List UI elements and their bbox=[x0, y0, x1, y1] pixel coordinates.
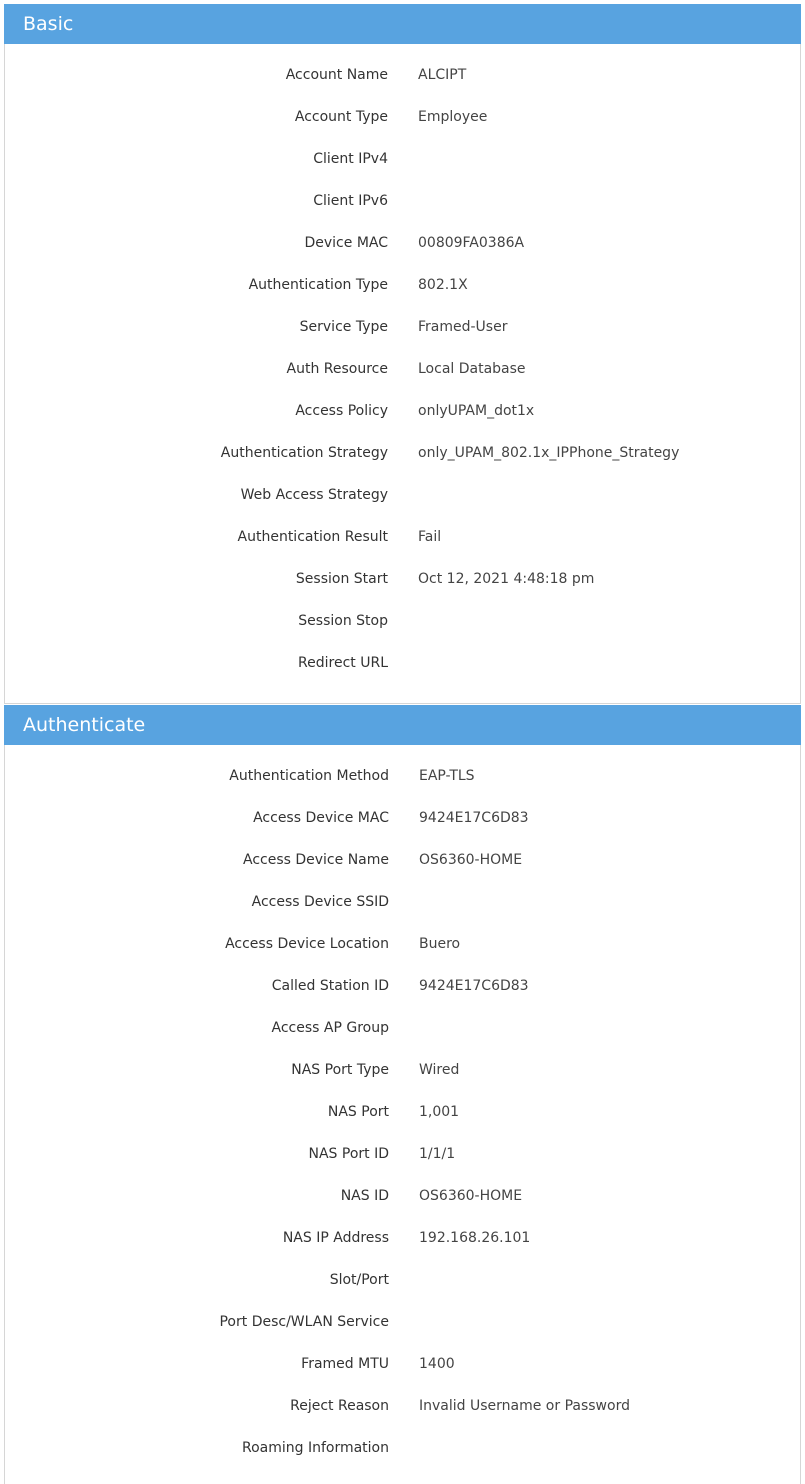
detail-label: Authentication Strategy bbox=[220, 445, 388, 461]
detail-value: only_UPAM_802.1x_IPPhone_Strategy bbox=[418, 445, 680, 461]
detail-label: Authentication Type bbox=[248, 277, 388, 293]
detail-label: Port Desc/WLAN Service bbox=[219, 1314, 389, 1330]
detail-value: Oct 12, 2021 4:48:18 pm bbox=[418, 571, 595, 587]
detail-label: Access Device Location bbox=[225, 936, 389, 952]
detail-row-access-device-location bbox=[5, 923, 800, 965]
detail-row-client-ipv4 bbox=[5, 138, 800, 180]
detail-row-nas-port-type bbox=[5, 1049, 800, 1091]
detail-value: Fail bbox=[418, 529, 442, 545]
detail-row-called-station-id bbox=[5, 965, 800, 1007]
detail-value: OS6360-HOME bbox=[419, 1188, 523, 1204]
detail-row-session-start bbox=[5, 558, 800, 600]
detail-row-client-ipv6 bbox=[5, 180, 800, 222]
detail-value: onlyUPAM_dot1x bbox=[418, 403, 535, 419]
detail-label: NAS IP Address bbox=[282, 1230, 389, 1246]
detail-label: Web Access Strategy bbox=[240, 487, 388, 503]
detail-label: Account Type bbox=[294, 109, 388, 125]
detail-row-authentication-strategy bbox=[5, 432, 800, 474]
detail-label: Authentication Result bbox=[237, 529, 388, 545]
detail-row-nas-port-id bbox=[5, 1133, 800, 1175]
detail-value: 1/1/1 bbox=[419, 1146, 456, 1162]
detail-label: Session Start bbox=[295, 571, 388, 587]
detail-label: Slot/Port bbox=[329, 1272, 389, 1288]
detail-label: Device MAC bbox=[304, 235, 388, 251]
detail-row-authentication-type bbox=[5, 264, 800, 306]
detail-row-framed-mtu bbox=[5, 1343, 800, 1385]
detail-value: Invalid Username or Password bbox=[419, 1398, 630, 1414]
detail-label: Redirect URL bbox=[298, 655, 388, 671]
authenticate-panel bbox=[4, 705, 801, 1484]
detail-row-access-device-ssid bbox=[5, 881, 800, 923]
detail-value: 00809FA0386A bbox=[418, 235, 525, 251]
detail-label: Client IPv6 bbox=[313, 193, 388, 209]
detail-row-access-device-mac bbox=[5, 797, 800, 839]
detail-row-authentication-result bbox=[5, 516, 800, 558]
detail-row-access-policy bbox=[5, 390, 800, 432]
detail-row-redirect-url bbox=[5, 642, 800, 684]
detail-row-web-access-strategy bbox=[5, 474, 800, 516]
detail-label: Called Station ID bbox=[271, 978, 389, 994]
detail-row-nas-port bbox=[5, 1091, 800, 1133]
detail-row-port-desc-wlan-service bbox=[5, 1301, 800, 1343]
detail-row-account-type bbox=[5, 96, 800, 138]
detail-row-roaming-information bbox=[5, 1427, 800, 1469]
detail-value: 1,001 bbox=[419, 1104, 460, 1120]
detail-label: NAS Port ID bbox=[308, 1146, 389, 1162]
detail-label: Access Device MAC bbox=[253, 810, 389, 826]
detail-label: Framed MTU bbox=[301, 1356, 389, 1372]
detail-label: Service Type bbox=[299, 319, 388, 335]
detail-value: ALCIPT bbox=[418, 67, 467, 83]
detail-row-access-ap-group bbox=[5, 1007, 800, 1049]
detail-value: Wired bbox=[419, 1062, 460, 1078]
detail-row-nas-ip-address bbox=[5, 1217, 800, 1259]
detail-label: Roaming Information bbox=[241, 1440, 389, 1456]
detail-label: Auth Resource bbox=[286, 361, 388, 377]
detail-value: 9424E17C6D83 bbox=[419, 810, 529, 826]
detail-row-reject-reason bbox=[5, 1385, 800, 1427]
detail-value: Local Database bbox=[418, 361, 526, 377]
detail-value: 802.1X bbox=[418, 277, 468, 293]
detail-label: Reject Reason bbox=[290, 1398, 389, 1414]
detail-row-auth-resource bbox=[5, 348, 800, 390]
detail-label: NAS Port Type bbox=[291, 1062, 389, 1078]
detail-label: Access Device Name bbox=[242, 852, 389, 868]
detail-row-session-stop bbox=[5, 600, 800, 642]
detail-label: NAS Port bbox=[327, 1104, 389, 1120]
detail-value: Buero bbox=[419, 936, 461, 952]
detail-row-access-device-name bbox=[5, 839, 800, 881]
detail-value: Employee bbox=[418, 109, 488, 125]
detail-label: NAS ID bbox=[340, 1188, 389, 1204]
basic-section-header[interactable]: Basic bbox=[4, 4, 801, 44]
detail-value: Framed-User bbox=[418, 319, 508, 335]
detail-label: Authentication Method bbox=[229, 768, 389, 784]
detail-value: 9424E17C6D83 bbox=[419, 978, 529, 994]
detail-label: Access Policy bbox=[295, 403, 388, 419]
detail-row-nas-id bbox=[5, 1175, 800, 1217]
detail-row-authentication-method bbox=[5, 755, 800, 797]
basic-panel bbox=[4, 4, 801, 704]
detail-value: 1400 bbox=[419, 1356, 455, 1372]
authenticate-section-header[interactable]: Authenticate bbox=[4, 705, 801, 745]
detail-value: EAP-TLS bbox=[419, 768, 475, 784]
detail-row-slot-port bbox=[5, 1259, 800, 1301]
authenticate-details bbox=[5, 745, 800, 1469]
detail-label: Access AP Group bbox=[271, 1020, 389, 1036]
detail-value: 192.168.26.101 bbox=[419, 1230, 531, 1246]
detail-row-device-mac bbox=[5, 222, 800, 264]
detail-value: OS6360-HOME bbox=[419, 852, 523, 868]
detail-row-service-type bbox=[5, 306, 800, 348]
detail-label: Client IPv4 bbox=[313, 151, 388, 167]
detail-label: Session Stop bbox=[298, 613, 388, 629]
basic-details bbox=[5, 44, 800, 684]
detail-row-account-name bbox=[5, 54, 800, 96]
detail-label: Access Device SSID bbox=[251, 894, 389, 910]
detail-label: Account Name bbox=[285, 67, 388, 83]
